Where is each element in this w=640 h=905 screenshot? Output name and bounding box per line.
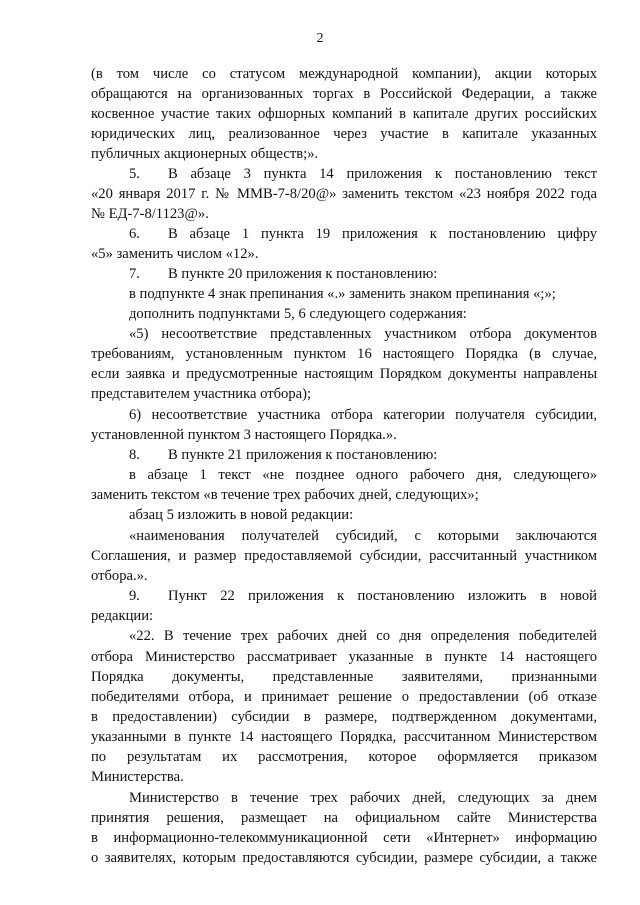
text-line: В абзаце 1 пункта 19 приложения к постановлению цифру: [168, 226, 597, 242]
item-number: 7.: [129, 266, 140, 282]
text-line: представителем участника отбора);: [91, 386, 312, 402]
item-number: 9.: [129, 588, 140, 604]
text-line: обращаются на организованных торгах в Российской Федерации, а также: [91, 86, 597, 102]
item-number: 5.: [129, 166, 140, 182]
text-line: В пункте 21 приложения к постановлению:: [168, 447, 438, 463]
text-line: Пункт 22 приложения к постановлению изложить в новой: [168, 588, 597, 604]
text-line: юридических лиц, реализованное через участие в капитале указанных: [91, 126, 597, 142]
text-line: Министерства.: [91, 769, 184, 785]
text-line: В пункте 20 приложения к постановлению:: [168, 266, 438, 282]
text-line: в абзаце 1 текст «не позднее одного рабочего дня, следующего»: [129, 467, 597, 483]
text-line: «22. В течение трех рабочих дней со дня определения победителей: [129, 628, 597, 644]
text-line: публичных акционерных обществ;».: [91, 146, 319, 162]
text-line: о заявителях, которым предоставляются субсидии, размере субсидии, а также: [91, 850, 597, 866]
text-line: указанными в пункте 14 настоящего Порядка, рассчитанном Министерством: [91, 729, 597, 745]
text-line: «наименования получателей субсидий, с которыми заключаются: [129, 528, 597, 544]
text-line: в подпункте 4 знак препинания «.» заменить знаком препинания «;»;: [129, 286, 556, 302]
text-line: «5) несоответствие представленных участником отбора документов: [129, 326, 597, 342]
text-line: «5» заменить числом «12».: [91, 246, 259, 262]
text-line: по результатам их рассмотрения, которое оформляется приказом: [91, 749, 597, 765]
text-line: (в том числе со статусом международной компании), акции которых: [91, 66, 597, 82]
text-line: установленной пунктом 3 настоящего Порядка.».: [91, 427, 397, 443]
text-line: 6) несоответствие участника отбора категории получателя субсидии,: [129, 407, 597, 423]
text-line: Соглашения, и размер предоставляемой субсидии, рассчитанный участником: [91, 548, 597, 564]
text-line: в информационно-телекоммуникационной сети «Интернет» информацию: [91, 830, 597, 846]
text-line: заменить текстом «в течение трех рабочих дней, следующих»;: [91, 487, 479, 503]
text-line: № ЕД-7-8/1123@».: [91, 206, 209, 222]
text-line: Порядка документы, представленные заявителями, признанными: [91, 669, 597, 685]
text-line: отбора.».: [91, 568, 148, 584]
item-number: 6.: [129, 226, 140, 242]
text-line: косвенное участие таких офшорных компаний в капитале других российских: [91, 106, 597, 122]
text-line: отбора Министерство рассматривает указанные в пункте 14 настоящего: [91, 649, 597, 665]
text-line: если заявка и предусмотренные настоящим Порядком документы направлены: [91, 366, 597, 382]
text-line: принятия решения, размещает на официальном сайте Министерства: [91, 810, 597, 826]
text-line: дополнить подпунктами 5, 6 следующего содержания:: [129, 306, 467, 322]
text-line: абзац 5 изложить в новой редакции:: [129, 507, 354, 523]
item-number: 8.: [129, 447, 140, 463]
text-line: победителями отбора, и принимает решение о предоставлении (об отказе: [91, 689, 597, 705]
text-line: «20 января 2017 г. № ММВ-7-8/20@» заменить текстом «23 ноября 2022 года: [91, 186, 597, 202]
text-line: В абзаце 3 пункта 14 приложения к постановлению текст: [168, 166, 597, 182]
text-line: Министерство в течение трех рабочих дней, следующих за днем: [129, 790, 597, 806]
text-line: редакции:: [91, 608, 154, 624]
page-number: 2: [316, 31, 324, 46]
text-line: в предоставлении) субсидии в размере, подтвержденном документами,: [91, 709, 597, 725]
text-line: требованиям, установленным пунктом 16 настоящего Порядка (в случае,: [91, 346, 597, 362]
